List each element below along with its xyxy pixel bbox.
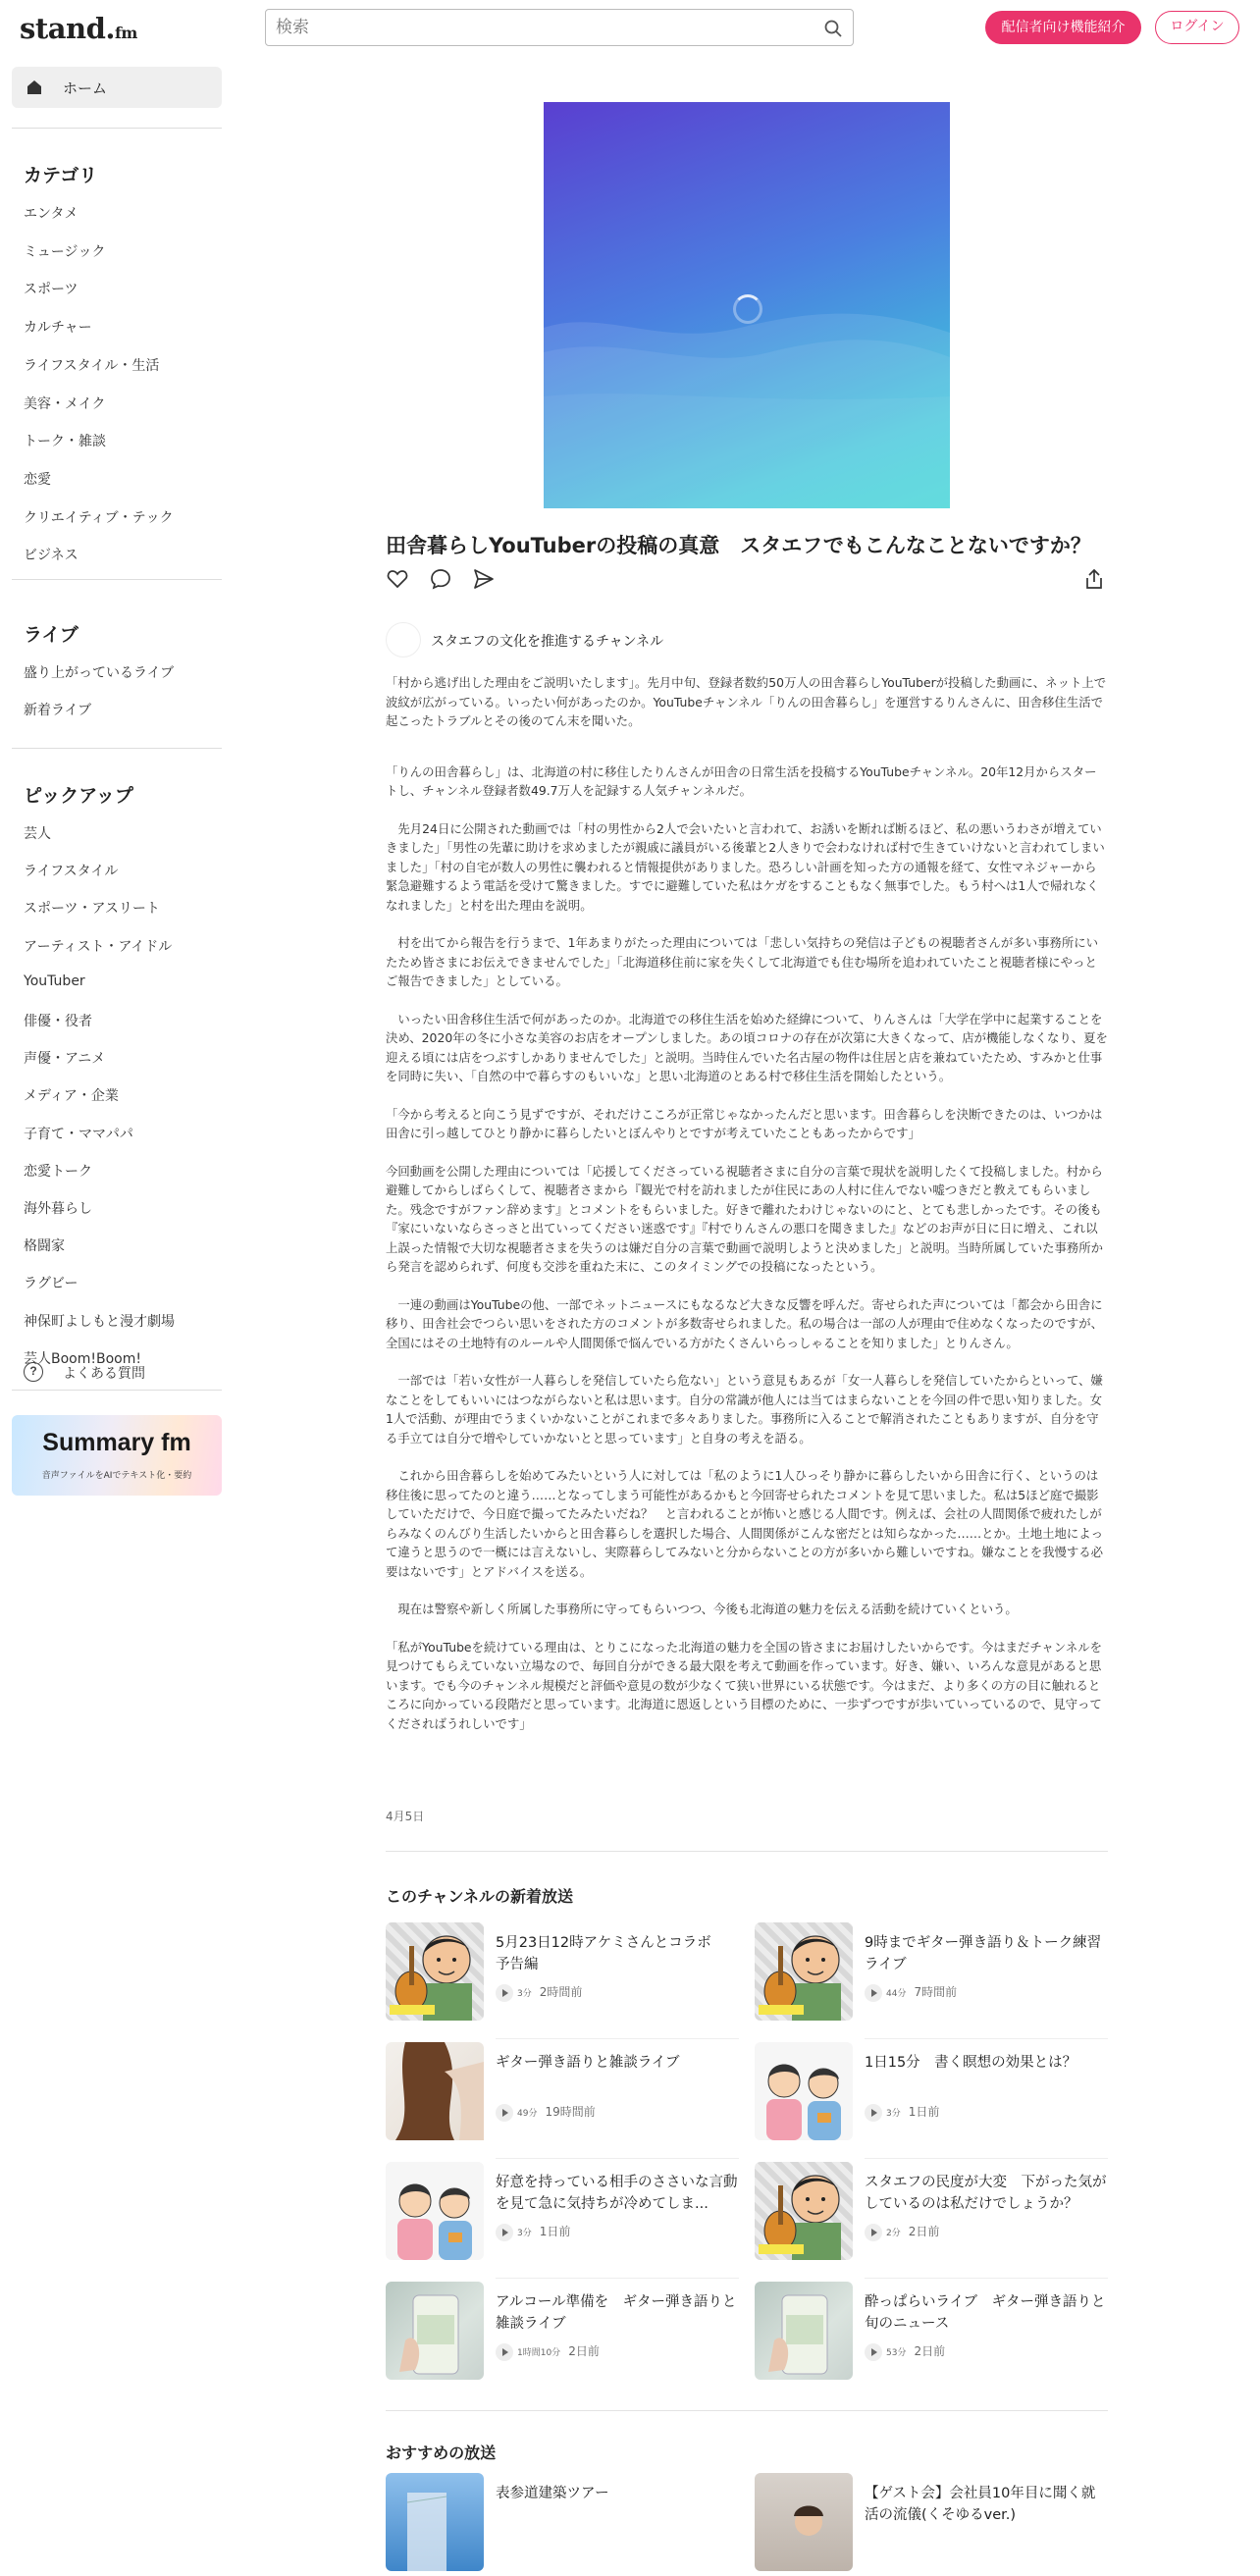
episode-meta (496, 2103, 596, 2122)
pickup-item[interactable]: 恋愛トーク (24, 1163, 92, 1180)
sidebar-item-label: ホーム (63, 79, 108, 97)
pickup-item[interactable]: 神保町よしもと漫才劇場 (24, 1313, 175, 1330)
search-box[interactable] (265, 9, 854, 46)
description-paragraph: 今回動画を公開した理由については「応援してくださっている視聴者さまに自分の言葉で現状を説明したくて投稿しました。村から避難してからしばらくして、視聴者さまから『観光で村を訪れましたが住民にあの人村に住んでない嘘つきだと教えてもらいました。残念ですがファン辞めます』とコメントをもらいました。好きで離れたわけじゃないのにと、とても悲しかったです。その後も『家にいないならさっさと出ていってください迷惑です』『村でりんさんの悪口を聞きました』などのお声が日に日に増え、これ以上誤った情報で大切な視聴者さまを失うのは嫌だ自分の言葉で動画で説明しようと決めました」と説明。当時所属していた事務所から発言を認められず、何度も交渉を重ねた末に、このタイミングでの投稿になったという。 (386, 1163, 1104, 1274)
category-item[interactable]: ビジネス (24, 548, 79, 564)
divider (12, 748, 222, 749)
episode-card[interactable] (755, 2162, 1108, 2260)
episode-duration: 49分 (517, 2109, 538, 2119)
episode-thumbnail[interactable] (386, 2042, 484, 2140)
episode-posted: 2時間前 (539, 1985, 583, 1999)
live-item[interactable]: 盛り上がっているライブ (24, 665, 175, 681)
description-paragraph: 先月24日に公開された動画では「村の男性から2人で会いたいと言われて、お誘いを断れば断るほど、私の悪いうわさが増えていきました」「男性の先輩に助けを求めましたが親戚に議員がいる後輩と2人きりで会わなければ村で生きていけないと言われてしまいました」「村の自宅が数人の男性に襲われると情報提供がありました。恐ろしい計画を知った方の通報を経て、女性マネジャーから緊急避難するよう電話を受けて驚きました。すでに避難していた私はケガをすることもなく無事でした。もう村へは1人で帰れなくなれました」と村を出た理由を説明。 (386, 820, 1105, 913)
live-title: ライブ (24, 624, 79, 646)
episode-meta (865, 2342, 945, 2361)
logo-text: stand. (20, 12, 115, 45)
episode-card-title[interactable]: スタエフの民度が大変 下がった気がしているのは私だけでしょうか？ (865, 2175, 1107, 2212)
divider (496, 2038, 739, 2039)
channel-link[interactable] (386, 620, 1108, 659)
seek-bar[interactable] (565, 514, 928, 517)
guitar-man-illustration (755, 1922, 853, 2021)
episode-card[interactable] (386, 2473, 739, 2571)
remaining-time: -00:00 (896, 524, 928, 535)
category-item[interactable]: カルチャー (24, 320, 92, 337)
episode-card-title[interactable]: アルコール準備を ギター弾き語りと雑談ライブ (496, 2294, 737, 2332)
play-icon[interactable] (496, 1984, 513, 2002)
divider (386, 2410, 1108, 2411)
drink-photo (755, 2282, 853, 2380)
faq-label: よくある質問 (63, 1366, 145, 1382)
banner-subtitle: 音声ファイルをAIでテキスト化・要約 (41, 1471, 192, 1481)
avatar (386, 622, 421, 657)
sidebar-item-home[interactable] (12, 67, 222, 108)
category-item[interactable]: エンタメ (24, 206, 79, 222)
description-paragraph: 村を出てから報告を行うまで、1年あまりがたった理由については「悲しい気持ちの発信は子どもの視聴者さんが多い事務所にいたため皆さまにお伝えできませんでした」「北海道移住前に家を失くして北海道でも住む場所を追われていたこと視聴者様にやっとご報告できました」としている。 (386, 935, 1099, 988)
category-item[interactable]: 美容・メイク (24, 395, 106, 412)
comment-icon[interactable] (429, 567, 452, 591)
episode-card[interactable] (386, 2162, 739, 2260)
pickup-item[interactable]: 格闘家 (24, 1238, 65, 1255)
play-icon[interactable] (496, 2104, 513, 2122)
episode-posted: 2日前 (568, 2344, 600, 2358)
category-item[interactable]: トーク・雑談 (24, 434, 106, 450)
episode-card-title[interactable]: ギター弾き語りと雑談ライブ (496, 2055, 680, 2071)
pickup-item[interactable]: メディア・企業 (24, 1088, 119, 1105)
pickup-item[interactable]: 俳優・役者 (24, 1014, 92, 1029)
episode-card-title[interactable]: 【ゲスト会】会社員10年目に聞く就活の流儀(くそゆるver.) (865, 2486, 1096, 2523)
description-paragraph: いったい田舎移住生活で何があったのか。北海道での移住生活を始めた経緯について、りんさんは「大学在学中に起業することを決め、2020年の冬に小さな美容のお店をオープンしました。あの頃コロナの存在が次第に大きくなって、店が機能しなくなり、夏を迎える頃には店をつぶすしかありませんでした」と説明。当時住んでいた名古屋の物件は住居と店を兼ねていたため、すみかと仕事を同時に失い、「自然の中で暮らすのもいいな」と思い北海道のとある村で移住生活を開始したという。 (386, 1011, 1108, 1083)
guitar-man-illustration (755, 2162, 853, 2260)
episode-card-title[interactable]: 5月23日12時アケミさんとコラボ 予告編 (496, 1935, 726, 1972)
building-photo (386, 2473, 484, 2571)
episode-duration: 53分 (886, 2348, 907, 2358)
category-item[interactable]: ミュージック (24, 243, 106, 260)
publish-date: 4月5日 (386, 1810, 425, 1823)
pickup-item[interactable]: スポーツ・アスリート (24, 901, 160, 918)
pickup-item[interactable]: アーティスト・アイドル (24, 938, 173, 955)
search-icon[interactable] (823, 19, 843, 38)
episode-duration: 1時間10分 (517, 2348, 561, 2358)
heart-icon[interactable] (386, 567, 409, 591)
episode-card-title[interactable]: 表参道建築ツアー (496, 2486, 609, 2501)
logo-suffix: fm (114, 24, 137, 42)
divider (865, 2158, 1108, 2159)
hair-photo (386, 2042, 484, 2140)
guitar-man-illustration (386, 1922, 484, 2021)
divider (496, 2158, 739, 2159)
category-item[interactable]: 恋愛 (24, 471, 51, 488)
episode-thumbnail[interactable] (755, 2042, 853, 2140)
episode-meta (496, 1983, 582, 2002)
pickup-item[interactable]: ラグビー (24, 1276, 79, 1292)
episode-posted: 1日前 (908, 2105, 940, 2119)
pickup-item[interactable]: 海外暮らし (24, 1201, 92, 1217)
episode-card[interactable] (386, 2042, 739, 2140)
drink-photo (386, 2282, 484, 2380)
pickup-item[interactable]: YouTuber (24, 973, 85, 989)
pickup-item[interactable]: 芸人 (24, 826, 51, 842)
episode-card-title[interactable]: 酔っぱらいライブ ギター弾き語りと旬のニュース (865, 2294, 1106, 2332)
description-paragraph: 「私がYouTubeを続けている理由は、とりこになった北海道の魅力を全国の皆さまにお届けしたいからです。今はまだチャンネルを見つけてもらえていない立場なので、毎回自分ができる最大限を考えて動画を作っています。好き、嫌い、いろんな意見があると思います。でも今のチャンネル規模だと評価や意見の数が少なくて狭い世界にいる状態です。今はまだ、より多くの方の目に触れるところに向かっている段階だと思っています。北海道に恩返しという目標のために、一歩ずつですが歩いていっているので、見守ってくださればうれしいです」 (386, 1639, 1103, 1731)
description-paragraph: これから田舎暮らしを始めてみたいという人に対しては「私のように1人ひっそり静かに暮らしたいから田舎に行く、というのは移住後に思ってたのと違う……となってしまう可能性があるかもと今回寄せられたコメントを見て思いました。私は5ほど庭で撮影していただけで、今日庭で撮ってたみたいだね？ と言われることが怖いと感じる人間です。例えば、会社の人間関係で疲れたしがらみなくのんびり生活したいからと田舎暮らしを選択した場合、人間関係がこんな密だとは知らなかった……とか。土地土地によって違うと思うので一概には言えないし、実際暮らしてみないと分からないことの方が多いから難しいですね。嫌なことを我慢する必要はないです」とアドバイスを送る。 (386, 1468, 1104, 1579)
current-time: 00:00 (561, 524, 590, 535)
episode-card-title[interactable]: 9時までギター弾き語り＆トーク練習ライブ (865, 1935, 1102, 1972)
description-paragraph: 「今から考えると向こう見ずですが、それだけこころが正常じゃなかったんだと思います。田舎暮らしを決断できたのは、いつかは田舎に引っ越してひとり静かに暮らしたいとぼんやりとですが考えていたこともあったからです」 (386, 1106, 1103, 1140)
episode-description (386, 673, 1108, 1752)
episode-meta (496, 2223, 570, 2241)
episode-meta (865, 2103, 939, 2122)
episode-thumbnail[interactable] (755, 2162, 853, 2260)
episode-meta (865, 1983, 957, 2002)
episode-card-title[interactable]: 好意を持っている相手のささいな言動を見て急に気持ちが冷めてしま... (496, 2175, 738, 2212)
share-icon[interactable] (1082, 567, 1106, 591)
episode-thumbnail[interactable] (386, 1922, 484, 2021)
home-icon (26, 79, 43, 96)
episode-thumbnail[interactable] (386, 2473, 484, 2571)
description-paragraph: 一部では「若い女性が一人暮らしを発信していたら危ない」という意見もあるが「女一人暮らしを発信していたからといって、嫌なことをしてもいいにはつながらないと私は思います。自分の常識が他人には当てはまらないことを今回の件で思い知りました。女1人で活動、が理由でうまくいかないことがこれまで多々ありました。事務所に入ることで解消されたこともありますが、自分を守る手立ては自分で増やしていかないとと思っています」と自身の考えを語る。 (386, 1373, 1103, 1446)
episode-title: 田舎暮らしYouTuberの投稿の真意 スタエフでもこんなことないですか？ (386, 534, 1091, 557)
episode-thumbnail[interactable] (755, 1922, 853, 2021)
category-item[interactable]: スポーツ (24, 282, 79, 298)
live-item[interactable]: 新着ライブ (24, 703, 92, 718)
episode-card[interactable] (755, 2473, 1108, 2571)
pickup-title: ピックアップ (24, 785, 133, 807)
play-icon[interactable] (865, 2224, 882, 2241)
description-paragraph: 「村から逃げ出した理由をご説明いたします」。先月中旬、登録者数約50万人の田舎暮らしYouTuberが投稿した動画に、ネット上で波紋が広がっている。いったい何があったのか。YouTubeチャンネル「りんの田舎暮らし」を運営するりんさんに、田舎移住生活で起こったトラブルとその後のてん末を聞いた。 (386, 675, 1107, 728)
pickup-item[interactable]: 芸人Boom!Boom! (24, 1350, 141, 1367)
summary-fm-banner[interactable] (12, 1415, 222, 1496)
divider (12, 128, 222, 129)
category-title: カテゴリ (24, 165, 98, 186)
divider (12, 1390, 222, 1391)
send-icon[interactable] (472, 567, 496, 591)
episode-thumbnail[interactable] (755, 2282, 853, 2380)
section-title-new: このチャンネルの新着放送 (386, 1887, 574, 1906)
play-icon[interactable] (865, 1984, 882, 2002)
pickup-item[interactable]: 子育て・ママパパ (24, 1126, 133, 1142)
audio-player[interactable] (544, 102, 950, 535)
episode-posted: 1日前 (539, 2225, 571, 2238)
play-icon[interactable] (865, 2343, 882, 2361)
episode-meta (496, 2342, 600, 2361)
wave-decoration (544, 298, 950, 508)
episode-card-title[interactable]: 1日15分 書く瞑想の効果とは？ (865, 2055, 1077, 2071)
episode-duration: 3分 (517, 1989, 532, 1999)
description-paragraph: 一連の動画はYouTubeの他、一部でネットニュースにもなるなど大きな反響を呼んだ。寄せられた声については「都会から田舎に移り、田舎社会でつらい思いをされた方のコメントが多数寄せられました。私の場合は一部の人が理由で住めなくなったのですが、全国にはその土地特有のルールや人間関係で悩んでいる方がたくさんいらっしゃることを知りました」とりんさん。 (386, 1296, 1104, 1350)
episode-card[interactable] (755, 2282, 1108, 2380)
question-icon: ? (24, 1362, 43, 1382)
login-button[interactable]: ログイン (1155, 11, 1239, 44)
loading-spinner-icon (733, 294, 762, 324)
action-bar (386, 567, 1108, 597)
episode-thumbnail[interactable] (386, 2282, 484, 2380)
episode-posted: 7時間前 (914, 1985, 958, 1999)
episode-posted: 19時間前 (545, 2105, 596, 2119)
search-input[interactable] (276, 16, 806, 39)
episode-card[interactable] (386, 2282, 739, 2380)
episode-posted: 2日前 (908, 2225, 940, 2238)
section-title-recommend: おすすめの放送 (386, 2444, 497, 2462)
divider (12, 579, 222, 580)
episode-duration: 2分 (886, 2229, 901, 2238)
person-photo (755, 2473, 853, 2571)
description-paragraph: 「りんの田舎暮らし」は、北海道の村に移住したりんさんが田舎の日常生活を投稿するYouTubeチャンネル。20年12月からスタートし、チャンネル登録者数49.7万人を記録する人気チャンネルだ。 (386, 763, 1097, 798)
creator-features-button[interactable]: 配信者向け機能紹介 (985, 11, 1141, 44)
play-icon[interactable] (496, 2224, 513, 2241)
divider (496, 2278, 739, 2279)
logo[interactable] (20, 12, 137, 45)
play-icon[interactable] (496, 2343, 513, 2361)
divider (865, 2038, 1108, 2039)
divider (386, 1851, 1108, 1852)
description-paragraph: 現在は警察や新しく所属した事務所に守ってもらいつつ、今後も北海道の魅力を伝える活動を続けていくという。 (386, 1602, 1018, 1616)
episode-card[interactable] (755, 2042, 1108, 2140)
pickup-item[interactable]: ライフスタイル (24, 864, 119, 880)
play-icon[interactable] (865, 2104, 882, 2122)
header (0, 0, 1260, 57)
couple-illustration (755, 2042, 853, 2140)
episode-card[interactable] (386, 1922, 739, 2021)
pickup-item[interactable]: 声優・アニメ (24, 1051, 106, 1068)
category-item[interactable]: ライフスタイル・生活 (24, 357, 160, 374)
episode-duration: 44分 (886, 1989, 907, 1999)
divider (865, 2278, 1108, 2279)
episode-duration: 3分 (886, 2109, 901, 2119)
episode-thumbnail[interactable] (386, 2162, 484, 2260)
episode-card[interactable] (755, 1922, 1108, 2021)
seek-handle[interactable] (560, 509, 572, 521)
episode-duration: 3分 (517, 2229, 532, 2238)
banner-title: Summary fm (42, 1429, 191, 1456)
episode-posted: 2日前 (914, 2344, 946, 2358)
couple-illustration (386, 2162, 484, 2260)
category-item[interactable]: クリエイティブ・テック (24, 509, 174, 526)
episode-thumbnail[interactable] (755, 2473, 853, 2571)
channel-name: スタエフの文化を推進するチャンネル (431, 634, 664, 650)
episode-meta (865, 2223, 939, 2241)
